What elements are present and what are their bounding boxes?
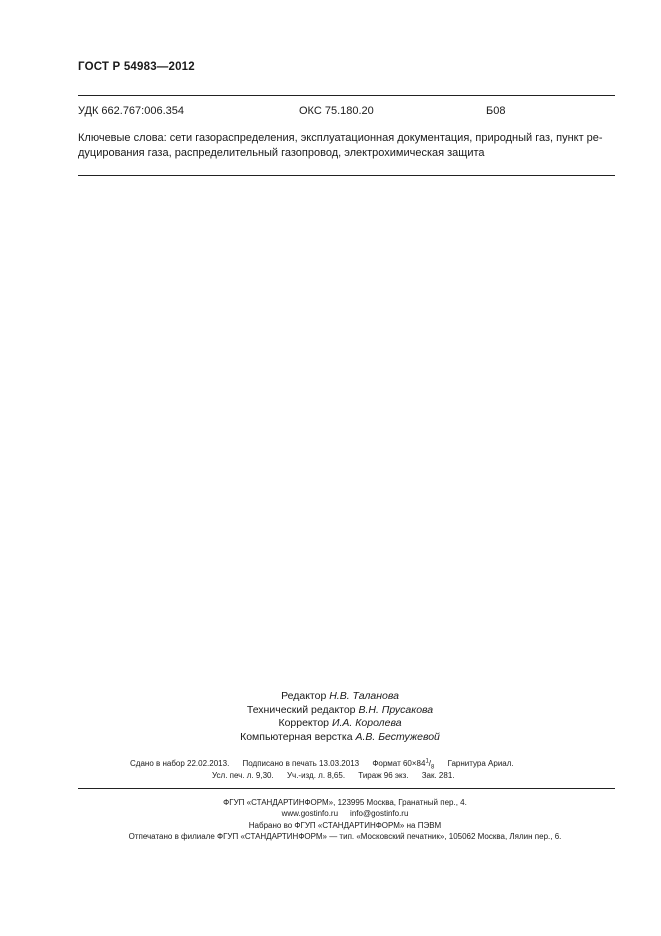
credit-person: И.А. Королева — [331, 717, 402, 730]
credit-role: Компьютерная верстка — [240, 730, 353, 743]
top-divider — [78, 95, 615, 96]
printed-info: Отпечатано в филиале ФГУП «СТАНДАРТИНФОРМ» — тип. «Московский печатник», 105062 Москва, Лялин пер., 6. — [128, 832, 562, 842]
keywords-line-2: дуцирования газа, распределительный газопровод, электрохимическая защита — [78, 147, 485, 159]
oks-code: ОКС 75.180.20 — [299, 105, 374, 117]
publisher-block — [90, 797, 600, 843]
format-denominator: 8 — [431, 764, 435, 771]
paper-format: Формат $60\times 84^1/_8$ — [372, 758, 435, 771]
publisher-email: info@gostinfo.ru — [350, 809, 409, 819]
print-info-line-1 — [130, 758, 525, 770]
publisher-address: ФГУП «СТАНДАРТИНФОРМ», 123995 Москва, Гранатный пер., 4. — [223, 798, 467, 807]
pub-sheets: Уч.-изд. л. 8,65. — [286, 771, 346, 780]
credit-layout — [200, 731, 480, 745]
credit-role: Технический редактор — [246, 703, 356, 716]
udk-code: УДК 662.767:006.354 — [78, 105, 184, 117]
credits-block — [200, 690, 480, 744]
print-info-line-2 — [212, 771, 466, 780]
keywords-line-1: Ключевые слова: сети газораспределения, эксплуатационная документация, природный газ, пункт ре- — [78, 132, 603, 144]
print-run: Тираж 96 экз. — [358, 771, 409, 780]
publisher-contacts — [90, 808, 600, 819]
order-number: Зак. 281. — [421, 771, 455, 780]
credit-editor — [200, 690, 480, 704]
format-prefix: Формат 60×84 — [372, 758, 426, 768]
credit-role: Корректор — [278, 717, 330, 730]
keywords-divider — [78, 175, 615, 176]
credit-person: Н.В. Таланова — [329, 690, 399, 702]
print-sheets: Усл. печ. л. 9,30. — [212, 771, 274, 780]
publisher-website: www.gostinfo.ru — [281, 809, 339, 819]
group-code: Б08 — [486, 105, 506, 117]
credit-tech-editor — [200, 704, 480, 718]
publisher-divider — [78, 788, 615, 789]
document-id: ГОСТ Р 54983—2012 — [78, 61, 195, 73]
credit-person: А.В. Бестужевой — [355, 730, 440, 743]
submitted-date: Сдано в набор 22.02.2013. — [130, 758, 230, 768]
format-numerator: 1 — [425, 758, 429, 764]
credit-person: В.Н. Прусакова — [358, 703, 434, 716]
typeset-info: Набрано во ФГУП «СТАНДАРТИНФОРМ» на ПЭВМ — [248, 820, 442, 830]
signed-date: Подписано в печать 13.03.2013 — [242, 758, 360, 768]
keywords — [78, 131, 615, 161]
credit-proofreader — [200, 717, 480, 731]
typeface: Гарнитура Ариал. — [447, 758, 514, 768]
credit-role: Редактор — [281, 690, 327, 702]
